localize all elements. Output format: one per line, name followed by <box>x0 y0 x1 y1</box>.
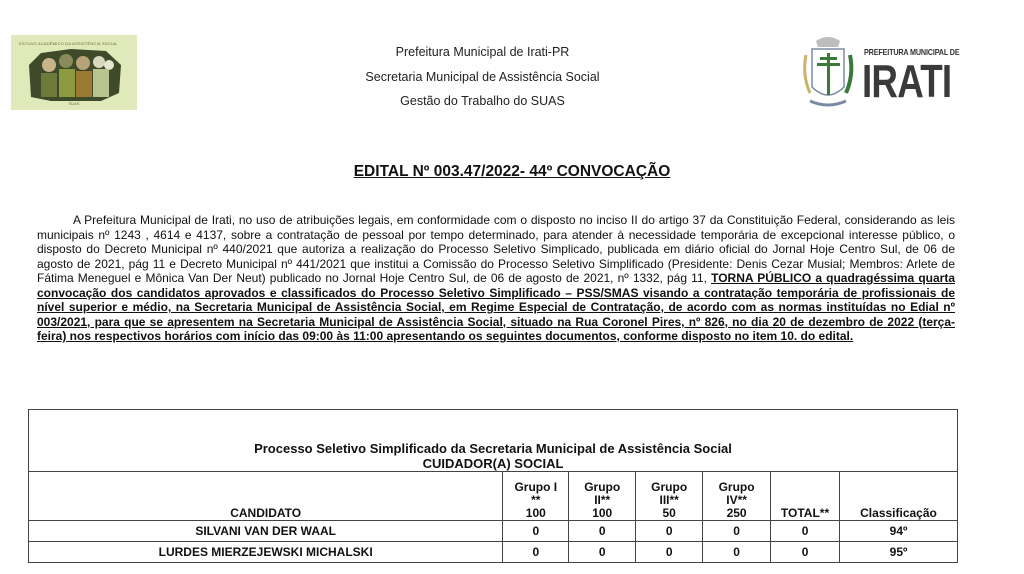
cell-g2: 0 <box>569 521 636 542</box>
cell-g3: 0 <box>636 542 703 563</box>
suas-logo-footer: SUAS <box>68 101 80 106</box>
irati-coat-of-arms-icon <box>798 35 858 117</box>
cell-classificacao: 95º <box>840 542 958 563</box>
col-grupo-1: Grupo I ** 100 <box>503 472 569 521</box>
table-header-row <box>29 472 958 521</box>
table-subtitle: CUIDADOR(A) SOCIAL <box>422 456 564 471</box>
col-grupo-2: Grupo II** 100 <box>569 472 636 521</box>
results-table <box>28 409 958 563</box>
table-row <box>29 542 958 563</box>
col-classificacao: Classificação <box>840 472 958 521</box>
document-header <box>300 40 665 114</box>
table-row <box>29 521 958 542</box>
cell-g3: 0 <box>636 521 703 542</box>
irati-logo-big-text: IRATI <box>862 55 952 107</box>
cell-candidato: LURDES MIERZEJEWSKI MICHALSKI <box>29 542 503 563</box>
suas-logo-caption: ESTUDO ACADÊMICO DA ASSISTÊNCIA SOCIAL <box>19 41 118 46</box>
header-line-gestao: Gestão do Trabalho do SUAS <box>400 94 565 108</box>
cell-g2: 0 <box>569 542 636 563</box>
cell-total: 0 <box>771 521 840 542</box>
cell-total: 0 <box>771 542 840 563</box>
cell-g4: 0 <box>703 542 771 563</box>
table-title-cell <box>29 410 958 472</box>
irati-logo-small-text: PREFEITURA MUNICIPAL DE <box>864 47 960 57</box>
cell-g1: 0 <box>503 521 569 542</box>
paragraph-plain: A Prefeitura Municipal de Irati, no uso de atribuições legais, em conformidade com o disposto no inciso II do artigo 37 da Constituição Federal, considerando as leis municipais nº 1243 , 4614 e 4137, sobre a contratação de pessoal por tempo determinado, para atender à necessidade temporária de excepcional interesse público, o disposto do Decreto Municipal nº 440/2021 que autoriza a realização do Processo Seletivo Simplicado, publicada em diário oficial do Jornal Hoje Centro Sul, de 06 de agosto de 2021, pág 11 e Decreto Municipal nº 441/2021 que institui a Comissão do Processo Seletivo Simplificado (Presidente: Denis Cezar Musial; Membros: Arlete de Fátima Meneguel e Mônica Van Der Neut) publicado no Jornal Hoje Centro Sul, de 06 de agosto de 2021, nº 1332, pág 11, <box>37 213 955 285</box>
col-candidato: CANDIDATO <box>29 472 503 521</box>
header-line-secretaria: Secretaria Municipal de Assistência Social <box>365 69 600 84</box>
paragraph-bold-announcement: TORNA PÚBLICO a quadragéssima quarta convocação dos candidatos aprovados e classificados do Processo Seletivo Simplificado – PSS/SMAS visando a contratação temporária de profissionais de nível superior e médio, na Secretaria Municipal de Assistência Social, em Regime Especial de Contratação, de acordo com as normas instituídas no Edial nº 003/2021, para que se apresentem na Secretaria Municipal de Assistência Social, situado na Rua Coronel Pires, nº 826, no dia 20 de dezembro de 2022 (terça-feira) nos respectivos horários com início das 09:00 às 11:00 apresentando os seguintes documentos, conforme disposto no item 10. do edital. <box>37 271 955 343</box>
cell-g1: 0 <box>503 542 569 563</box>
header-line-prefeitura: Prefeitura Municipal de Irati-PR <box>395 45 570 59</box>
cell-g4: 0 <box>703 521 771 542</box>
irati-logo <box>798 35 978 117</box>
suas-logo <box>11 35 137 110</box>
table-title: Processo Seletivo Simplificado da Secretaria Municipal de Assistência Social <box>254 441 732 456</box>
col-grupo-3: Grupo III** 50 <box>636 472 703 521</box>
edital-paragraph <box>37 213 955 344</box>
col-total: TOTAL** <box>771 472 840 521</box>
cell-classificacao: 94º <box>840 521 958 542</box>
col-grupo-4: Grupo IV** 250 <box>703 472 771 521</box>
edital-title: EDITAL Nº 003.47/2022- 44º CONVOCAÇÃO <box>353 163 671 180</box>
cell-candidato: SILVANI VAN DER WAAL <box>29 521 503 542</box>
people-illustration-icon <box>11 35 137 110</box>
